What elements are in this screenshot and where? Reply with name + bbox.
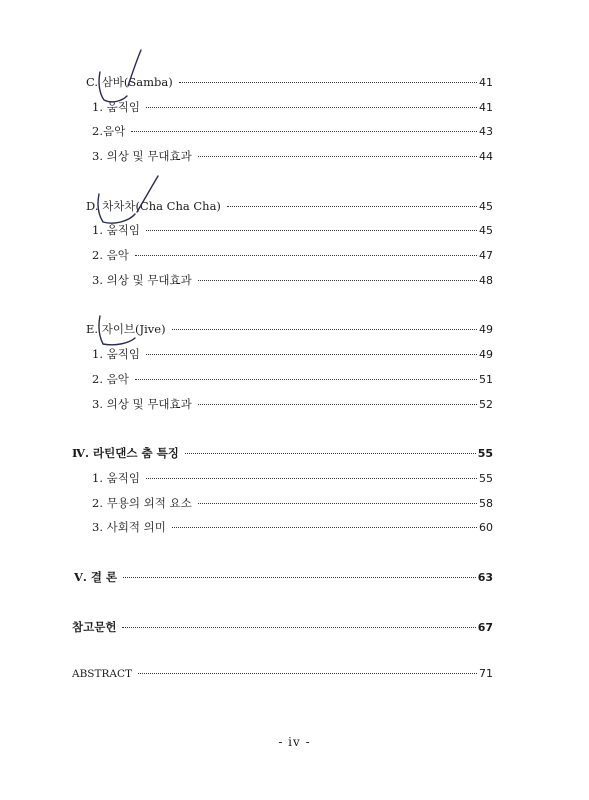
toc-chapter-references[interactable] (72, 619, 493, 636)
toc-entry-title: 1. 움직임 (92, 223, 140, 237)
toc-entry-page: 47 (479, 249, 493, 262)
toc-entry-chachacha[interactable] (86, 198, 493, 215)
toc-entry-title: E. 자이브(Jive) (86, 322, 166, 336)
dot-leader (198, 403, 477, 405)
toc-entry-title: 참고문헌 (72, 620, 117, 634)
toc-chapter-latin-dance[interactable] (72, 445, 493, 462)
dot-leader (198, 502, 477, 504)
toc-chapter-abstract[interactable] (72, 666, 493, 682)
toc-entry-title: 3. 사회적 의미 (92, 520, 166, 534)
toc-entry-latin-external[interactable] (92, 495, 493, 512)
toc-entry-title: 2. 음악 (92, 248, 129, 262)
toc-entry-page: 63 (477, 571, 493, 584)
toc-entry-page: 51 (479, 373, 493, 386)
toc-entry-chachacha-costume[interactable] (92, 272, 493, 289)
toc-entry-title: 2. 무용의 외적 요소 (92, 496, 192, 510)
toc-entry-title: Ⅴ. 결 론 (74, 570, 118, 584)
toc-entry-jive[interactable] (86, 321, 493, 338)
toc-entry-latin-social[interactable] (92, 519, 493, 536)
dot-leader (123, 576, 476, 578)
toc-entry-page: 55 (477, 447, 493, 460)
toc-entry-latin-movement[interactable] (92, 470, 493, 487)
toc-entry-page: 49 (479, 348, 493, 361)
toc-entry-jive-costume[interactable] (92, 396, 493, 413)
toc-entry-title: ABSTRACT (72, 668, 133, 680)
toc-entry-page: 60 (479, 521, 493, 534)
toc-entry-page: 41 (479, 76, 493, 89)
dot-leader (179, 81, 477, 83)
toc-entry-page: 52 (479, 398, 493, 411)
toc-entry-title: 3. 의상 및 무대효과 (92, 397, 192, 411)
dot-leader (198, 155, 477, 157)
toc-entry-title: 1. 움직임 (92, 347, 140, 361)
toc-entry-chachacha-movement[interactable] (92, 222, 493, 239)
toc-entry-page: 67 (477, 621, 493, 634)
toc-entry-title: 1. 움직임 (92, 471, 140, 485)
dot-leader (138, 672, 477, 674)
toc-entry-jive-movement[interactable] (92, 346, 493, 363)
dot-leader (146, 477, 477, 479)
toc-entry-page: 58 (479, 497, 493, 510)
toc-entry-page: 71 (479, 667, 493, 680)
toc-entry-chachacha-music[interactable] (92, 247, 493, 264)
dot-leader (135, 378, 477, 380)
toc-entry-page: 45 (479, 224, 493, 237)
toc-entry-title: 3. 의상 및 무대효과 (92, 273, 192, 287)
toc-entry-jive-music[interactable] (92, 371, 493, 388)
toc-entry-page: 48 (479, 274, 493, 287)
toc-entry-title: Ⅳ. 라틴댄스 춤 특징 (72, 446, 179, 460)
toc-chapter-conclusion[interactable] (74, 569, 493, 586)
dot-leader (172, 526, 477, 528)
toc-entry-title: 2.음악 (92, 124, 126, 138)
page-number-footer: - iv - (278, 735, 311, 749)
dot-leader (185, 452, 476, 454)
dot-leader (146, 229, 477, 231)
toc-entry-title: 1. 움직임 (92, 100, 140, 114)
toc-entry-samba-movement[interactable] (92, 99, 493, 116)
toc-entry-samba[interactable] (86, 74, 493, 91)
dot-leader (122, 626, 475, 628)
dot-leader (131, 130, 477, 132)
toc-entry-page: 55 (479, 472, 493, 485)
toc-entry-title: D. 차차차(Cha Cha Cha) (86, 199, 221, 213)
dot-leader (146, 106, 477, 108)
toc-entry-title: 2. 음악 (92, 372, 129, 386)
toc-entry-title: 3. 의상 및 무대효과 (92, 149, 192, 163)
dot-leader (146, 353, 477, 355)
dot-leader (172, 328, 477, 330)
toc-entry-page: 44 (479, 150, 493, 163)
toc-entry-title: C. 삼바(Samba) (86, 75, 173, 89)
toc-entry-page: 45 (479, 200, 493, 213)
toc-entry-page: 41 (479, 101, 493, 114)
toc-entry-samba-costume[interactable] (92, 148, 493, 165)
dot-leader (227, 205, 477, 207)
toc-entry-samba-music[interactable] (92, 123, 493, 140)
toc-entry-page: 43 (479, 125, 493, 138)
toc-entry-page: 49 (479, 323, 493, 336)
dot-leader (135, 254, 477, 256)
dot-leader (198, 279, 477, 281)
